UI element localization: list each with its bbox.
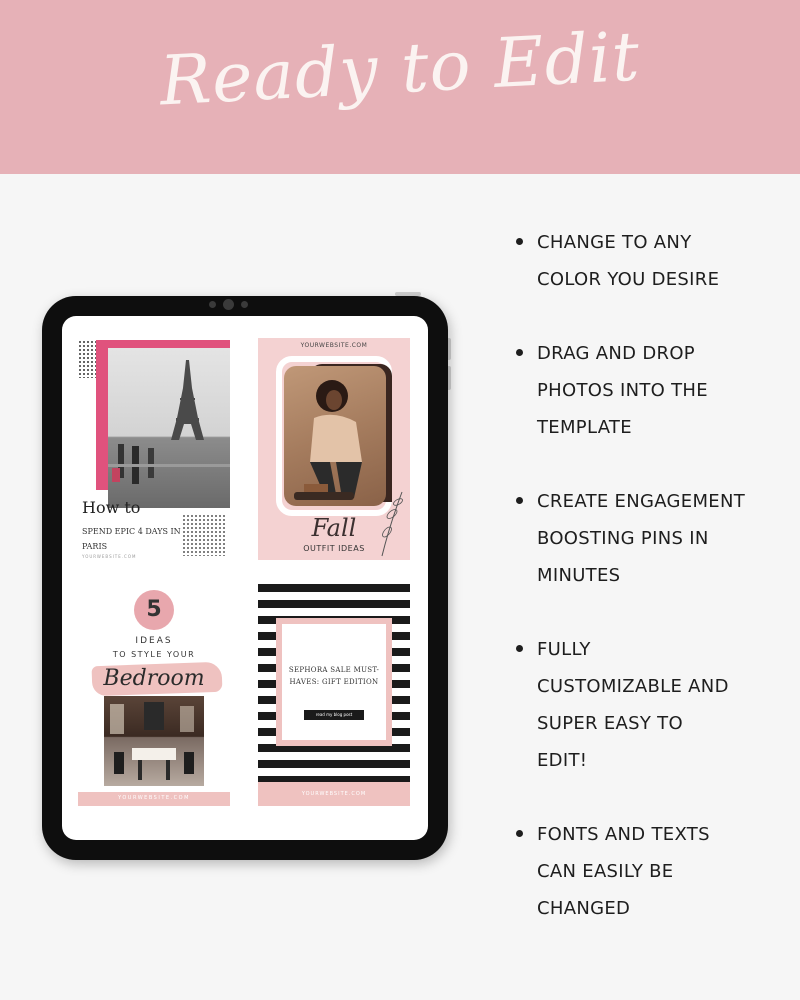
interior-photo	[104, 696, 204, 786]
pin-title: Fall	[311, 514, 357, 542]
white-card	[282, 624, 386, 740]
tablet-mockup	[42, 296, 448, 860]
tablet-screen	[62, 316, 428, 840]
read-blog-button[interactable]: read my blog post	[304, 710, 364, 720]
pin-url: YOURWEBSITE.COM	[118, 795, 190, 801]
pin-subtitle: OUTFIT IDEAS	[303, 544, 365, 553]
pin-url: YOURWEBSITE.COM	[300, 342, 368, 349]
pin-ideas-label: IDEAS	[135, 636, 173, 646]
feature-item	[516, 483, 786, 594]
feature-list	[516, 224, 786, 964]
pin-template-bedroom[interactable]	[78, 584, 230, 806]
number-badge: 5	[134, 590, 174, 630]
feature-text: FULLY CUSTOMIZABLE AND SUPER EASY TO EDIT!	[537, 639, 729, 771]
pin-url: YOURWEBSITE.COM	[301, 791, 367, 797]
bullet-icon	[516, 645, 523, 652]
header-banner	[0, 0, 800, 174]
feature-item	[516, 335, 786, 446]
bullet-icon	[516, 830, 523, 837]
fashion-model-photo	[284, 366, 386, 506]
eiffel-tower-icon	[108, 348, 230, 508]
tablet-camera-icon	[223, 299, 234, 310]
bullet-icon	[516, 497, 523, 504]
feature-item	[516, 631, 786, 779]
bullet-icon	[516, 238, 523, 245]
pin-style-line: TO STYLE YOUR	[112, 650, 196, 659]
pink-card	[276, 618, 392, 746]
model-figure-icon	[284, 366, 386, 506]
feature-text: CHANGE TO ANY COLOR YOU DESIRE	[537, 232, 720, 290]
feature-text: DRAG AND DROP PHOTOS INTO THE TEMPLATE	[537, 343, 708, 438]
tablet-sensor	[209, 301, 216, 308]
pin-heading: How to	[82, 498, 141, 517]
pin-title: Bedroom	[103, 666, 205, 691]
tablet-sensor	[241, 301, 248, 308]
pin-template-sephora[interactable]	[258, 584, 410, 806]
pin-subtitle: SPEND EPIC 4 DAYS IN PARIS	[82, 527, 181, 551]
dining-room-icon	[104, 696, 204, 786]
dot-pattern	[78, 340, 96, 378]
pin-headline: SEPHORA SALE MUST-HAVES: GIFT EDITION	[288, 666, 380, 686]
feature-item	[516, 224, 786, 298]
bullet-icon	[516, 349, 523, 356]
pin-template-fall[interactable]	[258, 338, 410, 560]
feature-item	[516, 816, 786, 927]
feature-text: CREATE ENGAGEMENT BOOSTING PINS IN MINUTES	[537, 491, 746, 586]
dot-pattern	[182, 514, 226, 556]
page-title: Ready to Edit	[157, 17, 643, 122]
pin-template-paris[interactable]	[78, 338, 230, 560]
feature-text: FONTS AND TEXTS CAN EASILY BE CHANGED	[537, 824, 710, 919]
pin-url: YOURWEBSITE.COM	[82, 554, 137, 559]
leaf-branch-icon	[376, 488, 406, 558]
eiffel-tower-photo	[108, 348, 230, 508]
